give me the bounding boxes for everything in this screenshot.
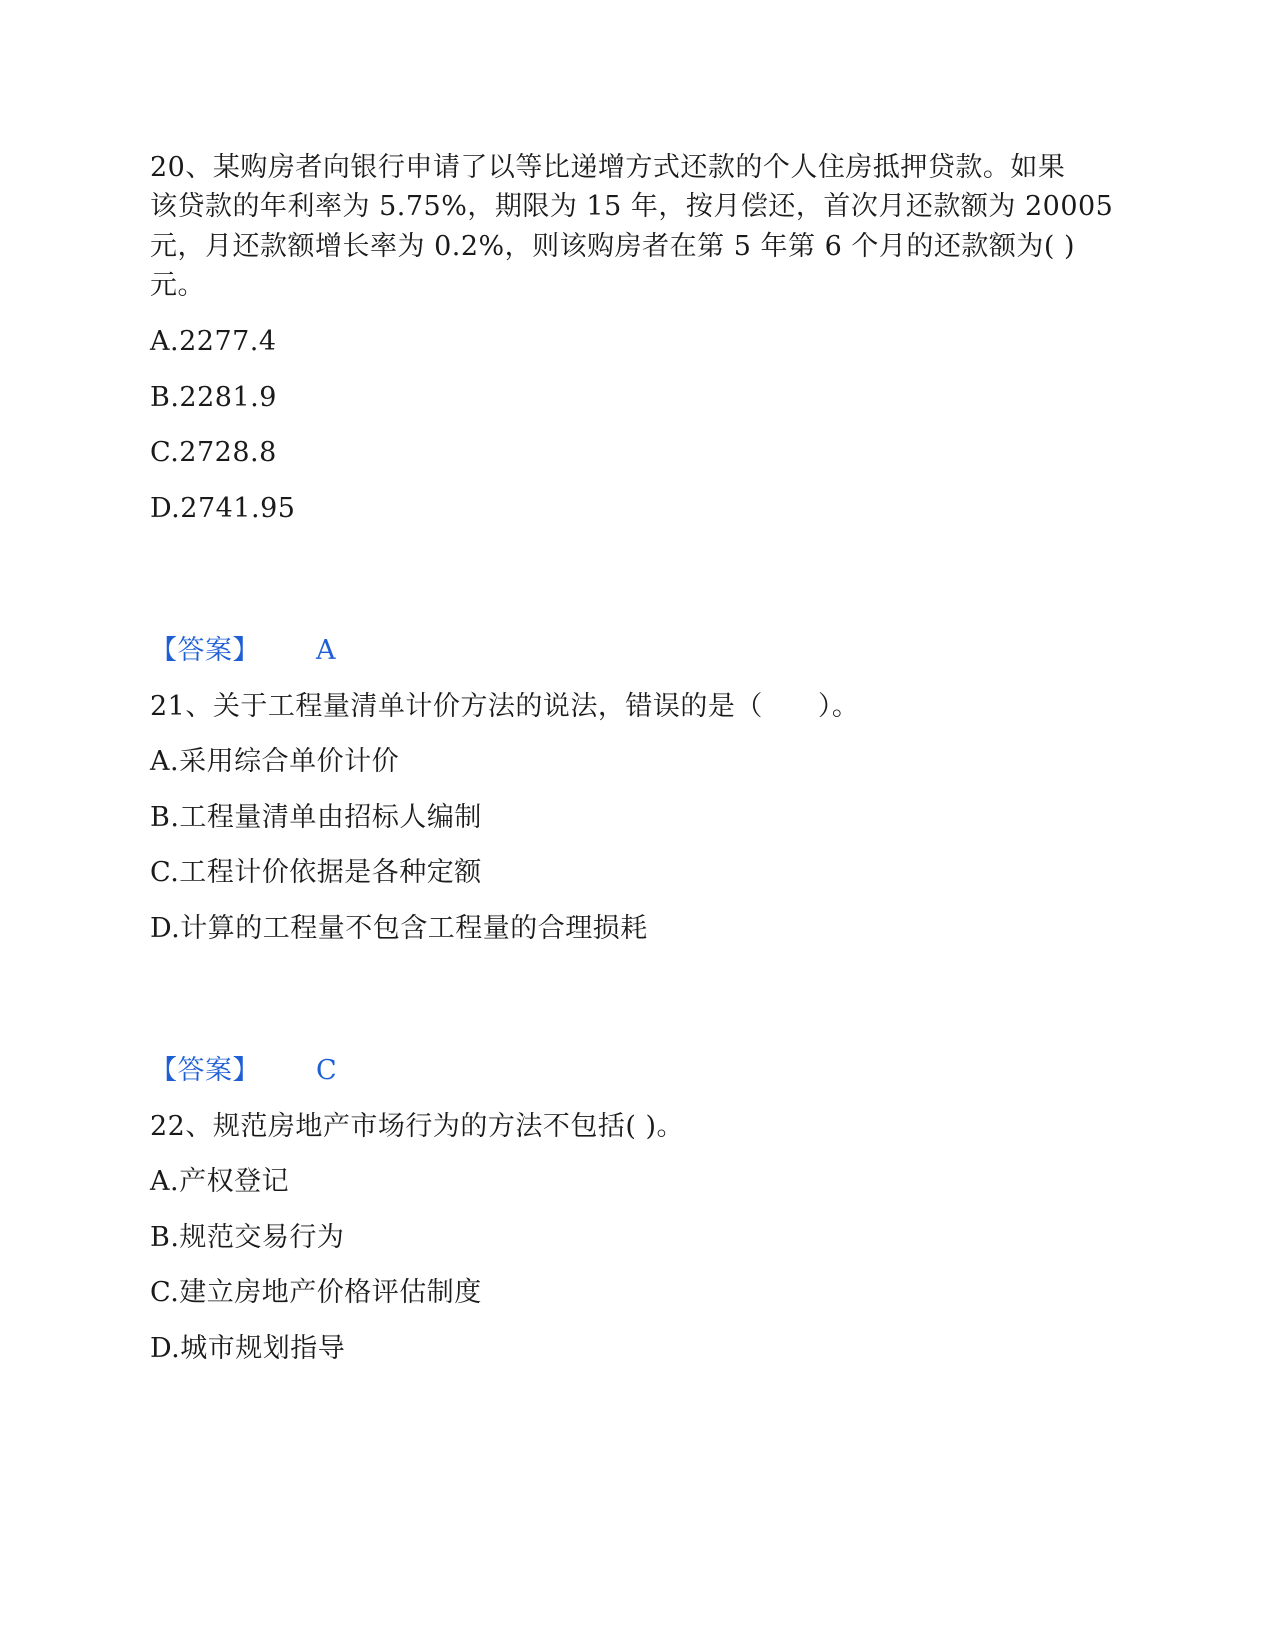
question-21-option-a: A.采用综合单价计价 (150, 746, 400, 777)
question-22-option-c: C.建立房地产价格评估制度 (150, 1277, 482, 1308)
question-20-option-a: A.2277.4 (150, 326, 277, 357)
question-21-option-d: D.计算的工程量不包含工程量的合理损耗 (150, 913, 648, 944)
answer-value: C (316, 1055, 338, 1086)
question-20-stem-line-3: 元，月还款额增长率为 0.2%，则该购房者在第 5 年第 6 个月的还款额为( ) (150, 231, 1076, 262)
question-20-stem-line-1: 20、某购房者向银行申请了以等比递增方式还款的个人住房抵押贷款。如果 (150, 152, 1066, 183)
question-20-stem-line-2: 该贷款的年利率为 5.75%，期限为 15 年，按月偿还，首次月还款额为 20005 (150, 191, 1114, 222)
question-20-option-c: C.2728.8 (150, 437, 277, 468)
question-21-answer (150, 1051, 337, 1091)
question-21-stem: 21、关于工程量清单计价方法的说法，错误的是（ ）。 (150, 691, 860, 722)
question-20-stem-line-4: 元。 (150, 270, 205, 301)
answer-label: 【答案】 (150, 635, 260, 666)
question-20-option-b: B.2281.9 (150, 382, 277, 413)
question-21-option-b: B.工程量清单由招标人编制 (150, 802, 482, 833)
question-20-option-d: D.2741.95 (150, 493, 296, 524)
question-22-option-d: D.城市规划指导 (150, 1333, 346, 1364)
question-22-option-b: B.规范交易行为 (150, 1222, 345, 1253)
answer-value: A (316, 635, 336, 666)
answer-label: 【答案】 (150, 1055, 260, 1086)
question-20-answer (150, 631, 336, 671)
question-21-option-c: C.工程计价依据是各种定额 (150, 857, 482, 888)
question-22-option-a: A.产权登记 (150, 1166, 290, 1197)
question-22-stem: 22、规范房地产市场行为的方法不包括( )。 (150, 1111, 685, 1142)
